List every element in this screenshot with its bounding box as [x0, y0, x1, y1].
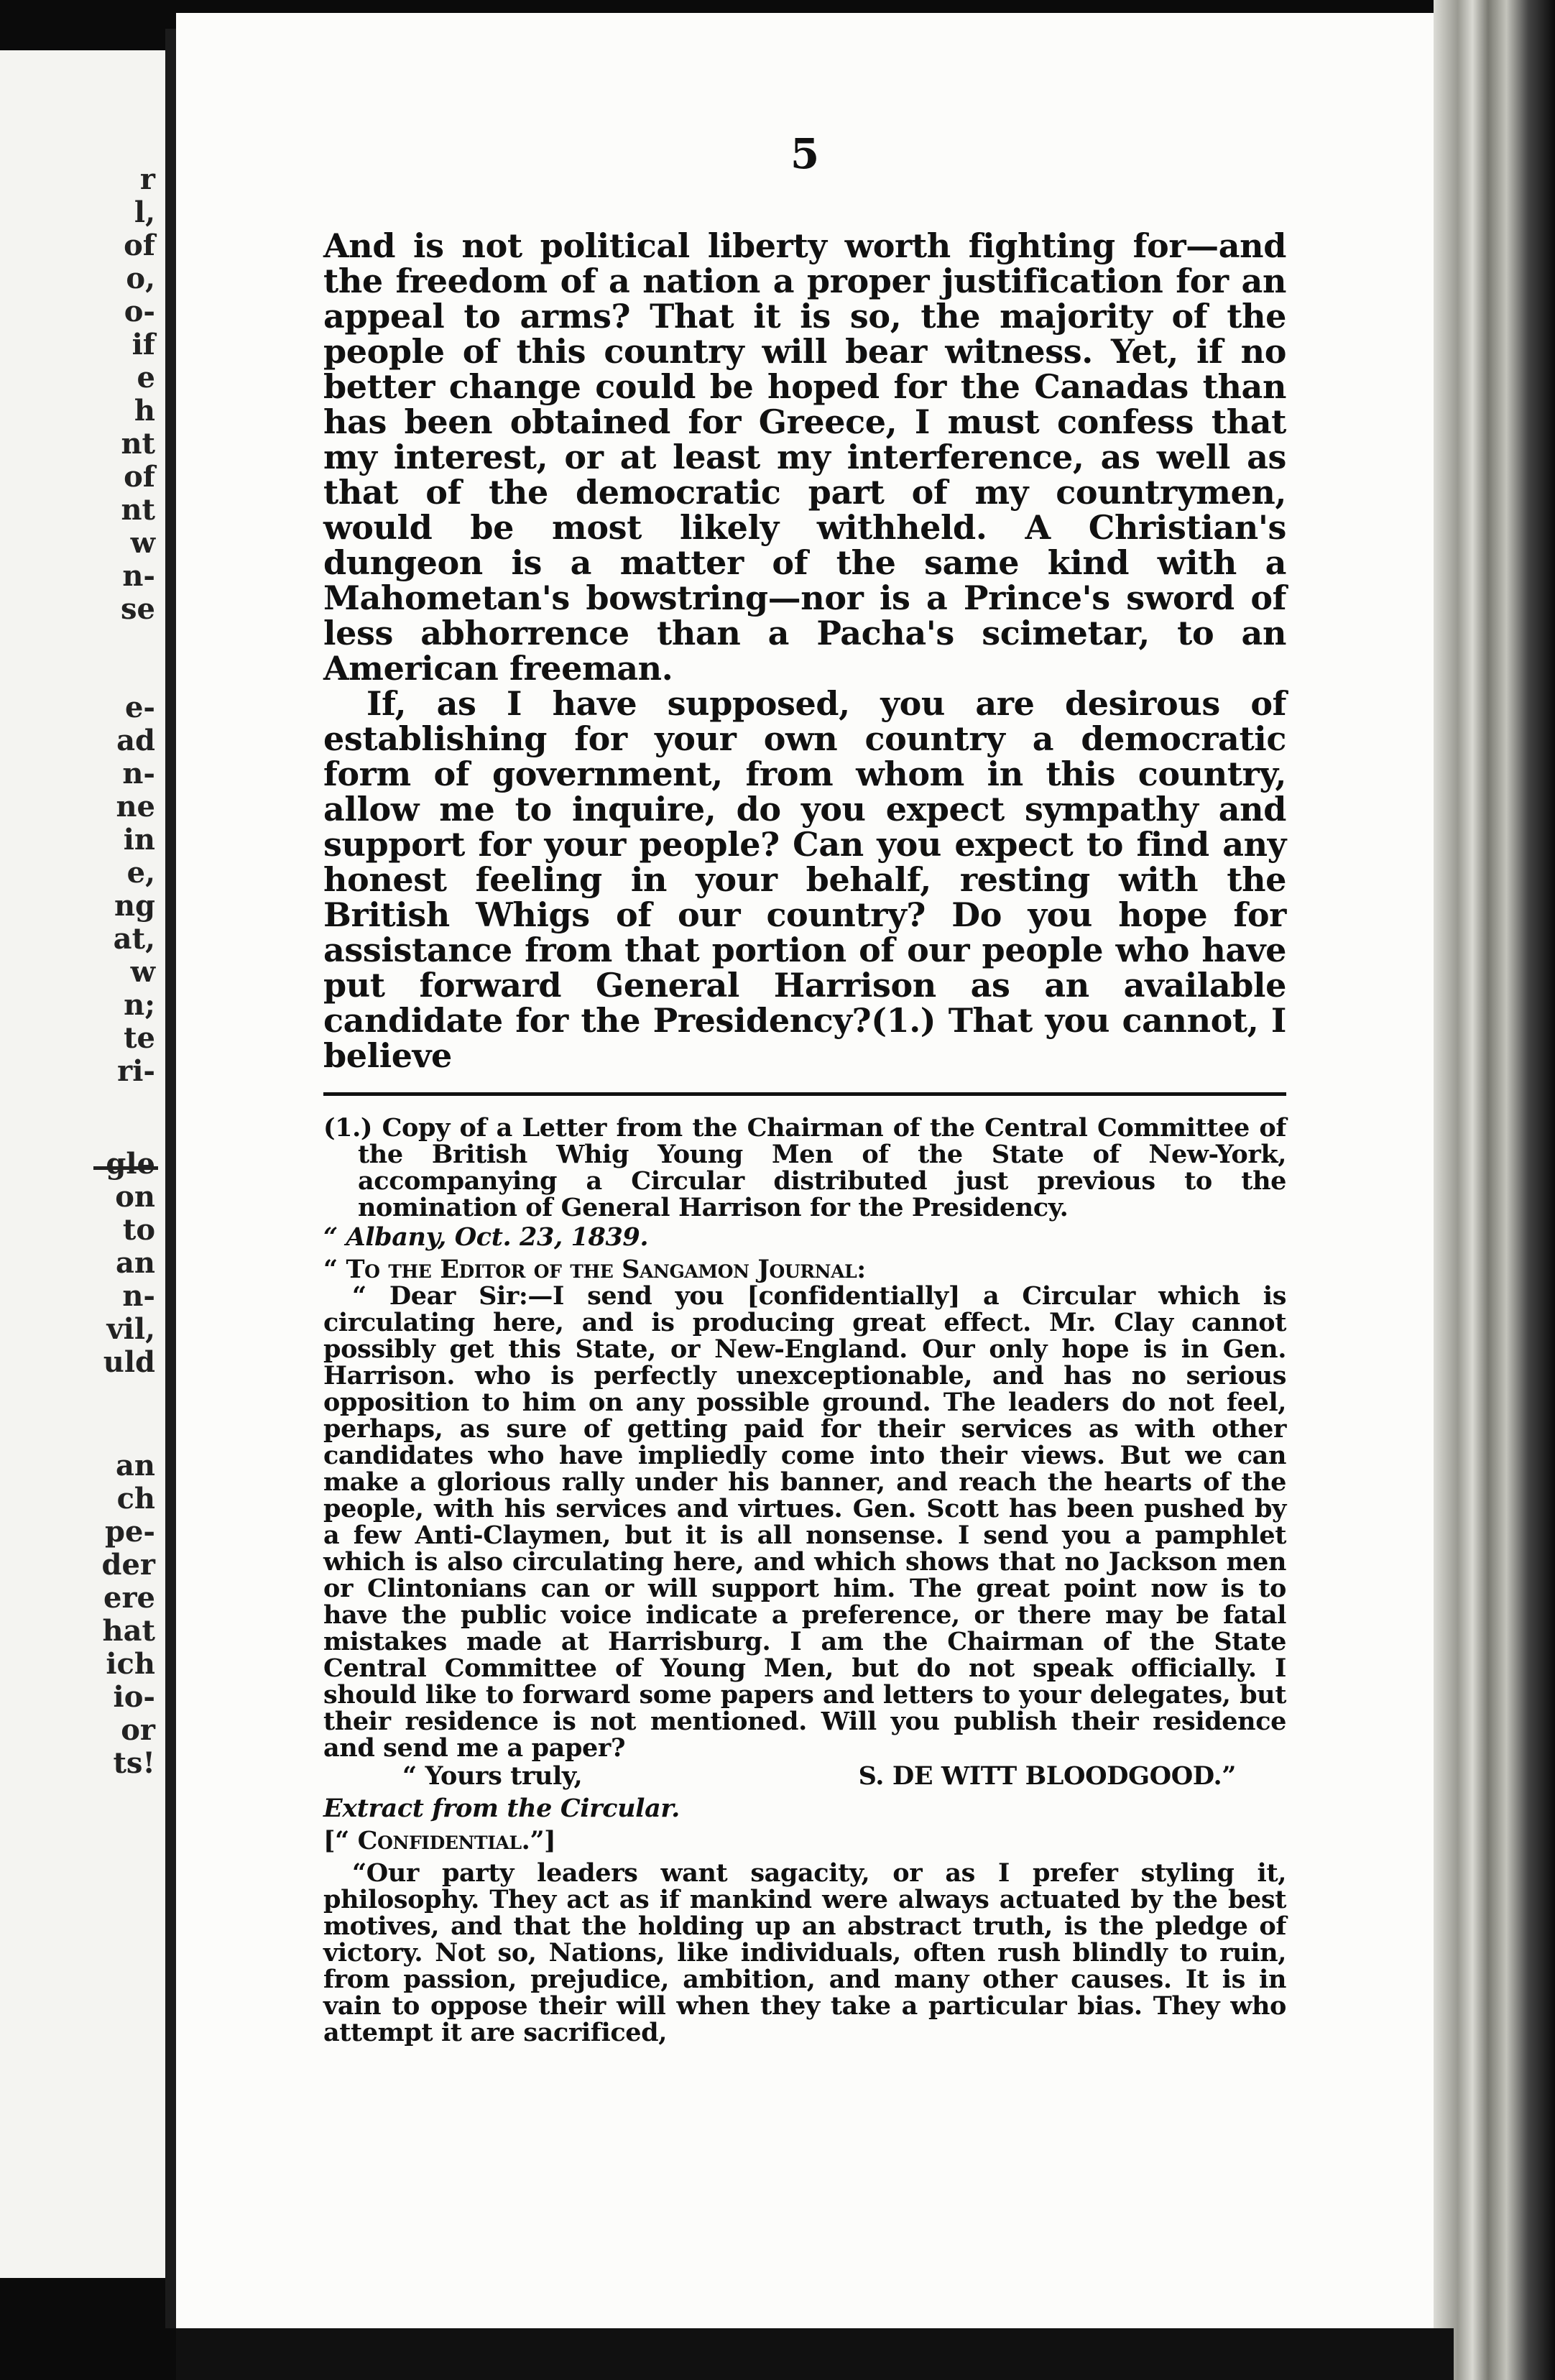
facing-page-fragment: of	[124, 229, 155, 262]
paragraph: If, as I have supposed, you are desirous of establishing for your own country a democratic form of government, from whom in this country, allow me to inquire, do you expect sympathy and support for your people? Can you expect to find any honest feeling in your behalf, resting with the British Whigs of our country? Do you hope for assistance from that portion of our people who have put forward General Harrison as an available candidate for the Presidency?(1.) That you cannot, I believe	[323, 684, 1286, 1075]
facing-page-fragment: to	[122, 1213, 155, 1247]
facing-page-fragment: der	[101, 1548, 155, 1582]
facing-page-fragment: e-	[124, 691, 155, 724]
facing-page-fragment: or	[121, 1713, 155, 1747]
footnote-intro: (1.) Copy of a Letter from the Chairman of the Central Committee of the British Whig Young Men of the State of New-York, accompanying a Circular distributed just previous to the nomination of General Harrison for the Presidency.	[323, 1113, 1286, 1222]
facing-page-fragment: nt	[121, 493, 155, 527]
confidential-label: [“ Confidential.”]	[323, 1826, 556, 1855]
letter-closing: “ Yours truly,	[402, 1761, 583, 1791]
facing-page-fragment: ich	[106, 1647, 155, 1681]
facing-page-fragment: se	[121, 592, 155, 626]
facing-page-fragment: e,	[126, 856, 155, 890]
page-edges	[1434, 0, 1555, 2380]
circular-text: “Our party leaders want sagacity, or as I prefer styling it, philosophy. They act as if mankind were always actuated by the best motives, and that the holding up an abstract truth, is the pledge of victory. Not so, Nations, like individuals, often rush blindly to ruin, from passion, prejudice, ambition, and many other causes. It is in vain to oppose their will when they take a particular bias. They who attempt it are sacrificed,	[323, 1858, 1286, 2047]
paragraph: And is not political liberty worth fighting for—and the freedom of a nation a proper justification for an appeal to arms? That it is so, the majority of the people of this country will bear witness. Yet, if no better change could be hoped for the Canadas than has been obtained for Greece, I must confess that my interest, or at least my interference, as well as that of the democratic part of my countrymen, would be most likely withheld. A Christian's dungeon is a matter of the same kind with a Mahometan's bowstring—nor is a Prince's sword of less abhorrence than a Pacha's scimetar, to an American freeman.	[323, 226, 1286, 688]
facing-page-fragment: an	[116, 1449, 155, 1482]
letter-signature-line	[323, 1763, 1286, 1789]
facing-page-fragment: h	[134, 394, 155, 428]
facing-page-fragment: n-	[122, 559, 155, 593]
facing-page-fragment: n;	[124, 988, 155, 1022]
facing-page-fragment: n-	[122, 757, 155, 790]
facing-page-fragment: w	[130, 955, 155, 989]
footnote	[323, 1115, 1286, 2046]
facing-page-fragment: uld	[103, 1345, 155, 1379]
facing-page-fragment: in	[123, 823, 155, 857]
facing-page-fragment: ri-	[117, 1054, 155, 1088]
facing-page-fragment: if	[131, 328, 155, 361]
facing-page-fragment: o-	[124, 295, 155, 328]
facing-page-fragment: nt	[121, 427, 155, 461]
page-number: 5	[790, 129, 820, 178]
facing-page-fragment: e	[137, 361, 155, 395]
facing-page-fragment: an	[116, 1246, 155, 1280]
extract-heading: Extract from the Circular.	[323, 1794, 680, 1823]
facing-page-fragment: o,	[126, 262, 155, 295]
facing-page-fragment: te	[124, 1021, 155, 1055]
facing-page-fragment: hat	[102, 1614, 155, 1648]
page-content	[323, 129, 1286, 2046]
facing-page-fragment: ts!	[113, 1746, 155, 1780]
letter-addressee: “ To the Editor of the Sangamon Journal:	[323, 1255, 866, 1284]
letter-dateline: “ Albany, Oct. 23, 1839.	[323, 1222, 649, 1252]
facing-page-fragment: vil,	[106, 1312, 155, 1346]
facing-page-fragment: n-	[122, 1279, 155, 1313]
main-text	[323, 226, 1286, 1075]
facing-page-fragment: w	[130, 526, 155, 560]
facing-page-fragment: l,	[134, 195, 155, 229]
footnote-divider	[323, 1092, 1286, 1096]
letter-body: “ Dear Sir:—I send you [confidentially] a Circular which is circulating here, and is producing great effect. Mr. Clay cannot possibly get this State, or New-England. Our only hope is in Gen. Harrison. who is perfectly unexceptionable, and has no serious opposition to him on any possible ground. The leaders do not feel, perhaps, as sure of getting paid for their services as with other candidates who have impliedly come into their views. But we can make a glorious rally under his banner, and reach the hearts of the people, with his services and virtues. Gen. Scott has been pushed by a few Anti-Claymen, but it is all nonsense. I send you a pamphlet which is also circulating here, and which shows that no Jackson men or Clintonians can or will support him. The great point now is to have the public voice indicate a preference, or there may be fatal mistakes made at Harrisburg. I am the Chairman of the State Central Committee of Young Men, but do not speak officially. I should like to forward some papers and letters to your delegates, but their residence is not mentioned. Will you publish their residence and send me a paper?	[323, 1281, 1286, 1763]
facing-page-fragment: at,	[113, 922, 155, 956]
facing-page-edge	[0, 50, 165, 2278]
facing-page-fragment: of	[124, 460, 155, 494]
facing-page-fragment: ng	[114, 889, 155, 923]
facing-page-fragment: io-	[113, 1680, 155, 1714]
facing-page-fragment: pe-	[104, 1515, 155, 1549]
facing-page-fragment: r	[139, 162, 155, 196]
letter-signature: S. DE WITT BLOODGOOD.”	[858, 1761, 1236, 1791]
facing-page-fragment: ne	[116, 790, 155, 824]
facing-page-fragment: on	[115, 1180, 155, 1214]
facing-page-fragment: gle	[106, 1147, 155, 1181]
facing-page-fragment: ere	[103, 1581, 155, 1615]
facing-page-fragment: ch	[116, 1482, 155, 1516]
page-bottom-shadow	[176, 2328, 1454, 2380]
facing-page-fragment: ad	[116, 724, 155, 757]
